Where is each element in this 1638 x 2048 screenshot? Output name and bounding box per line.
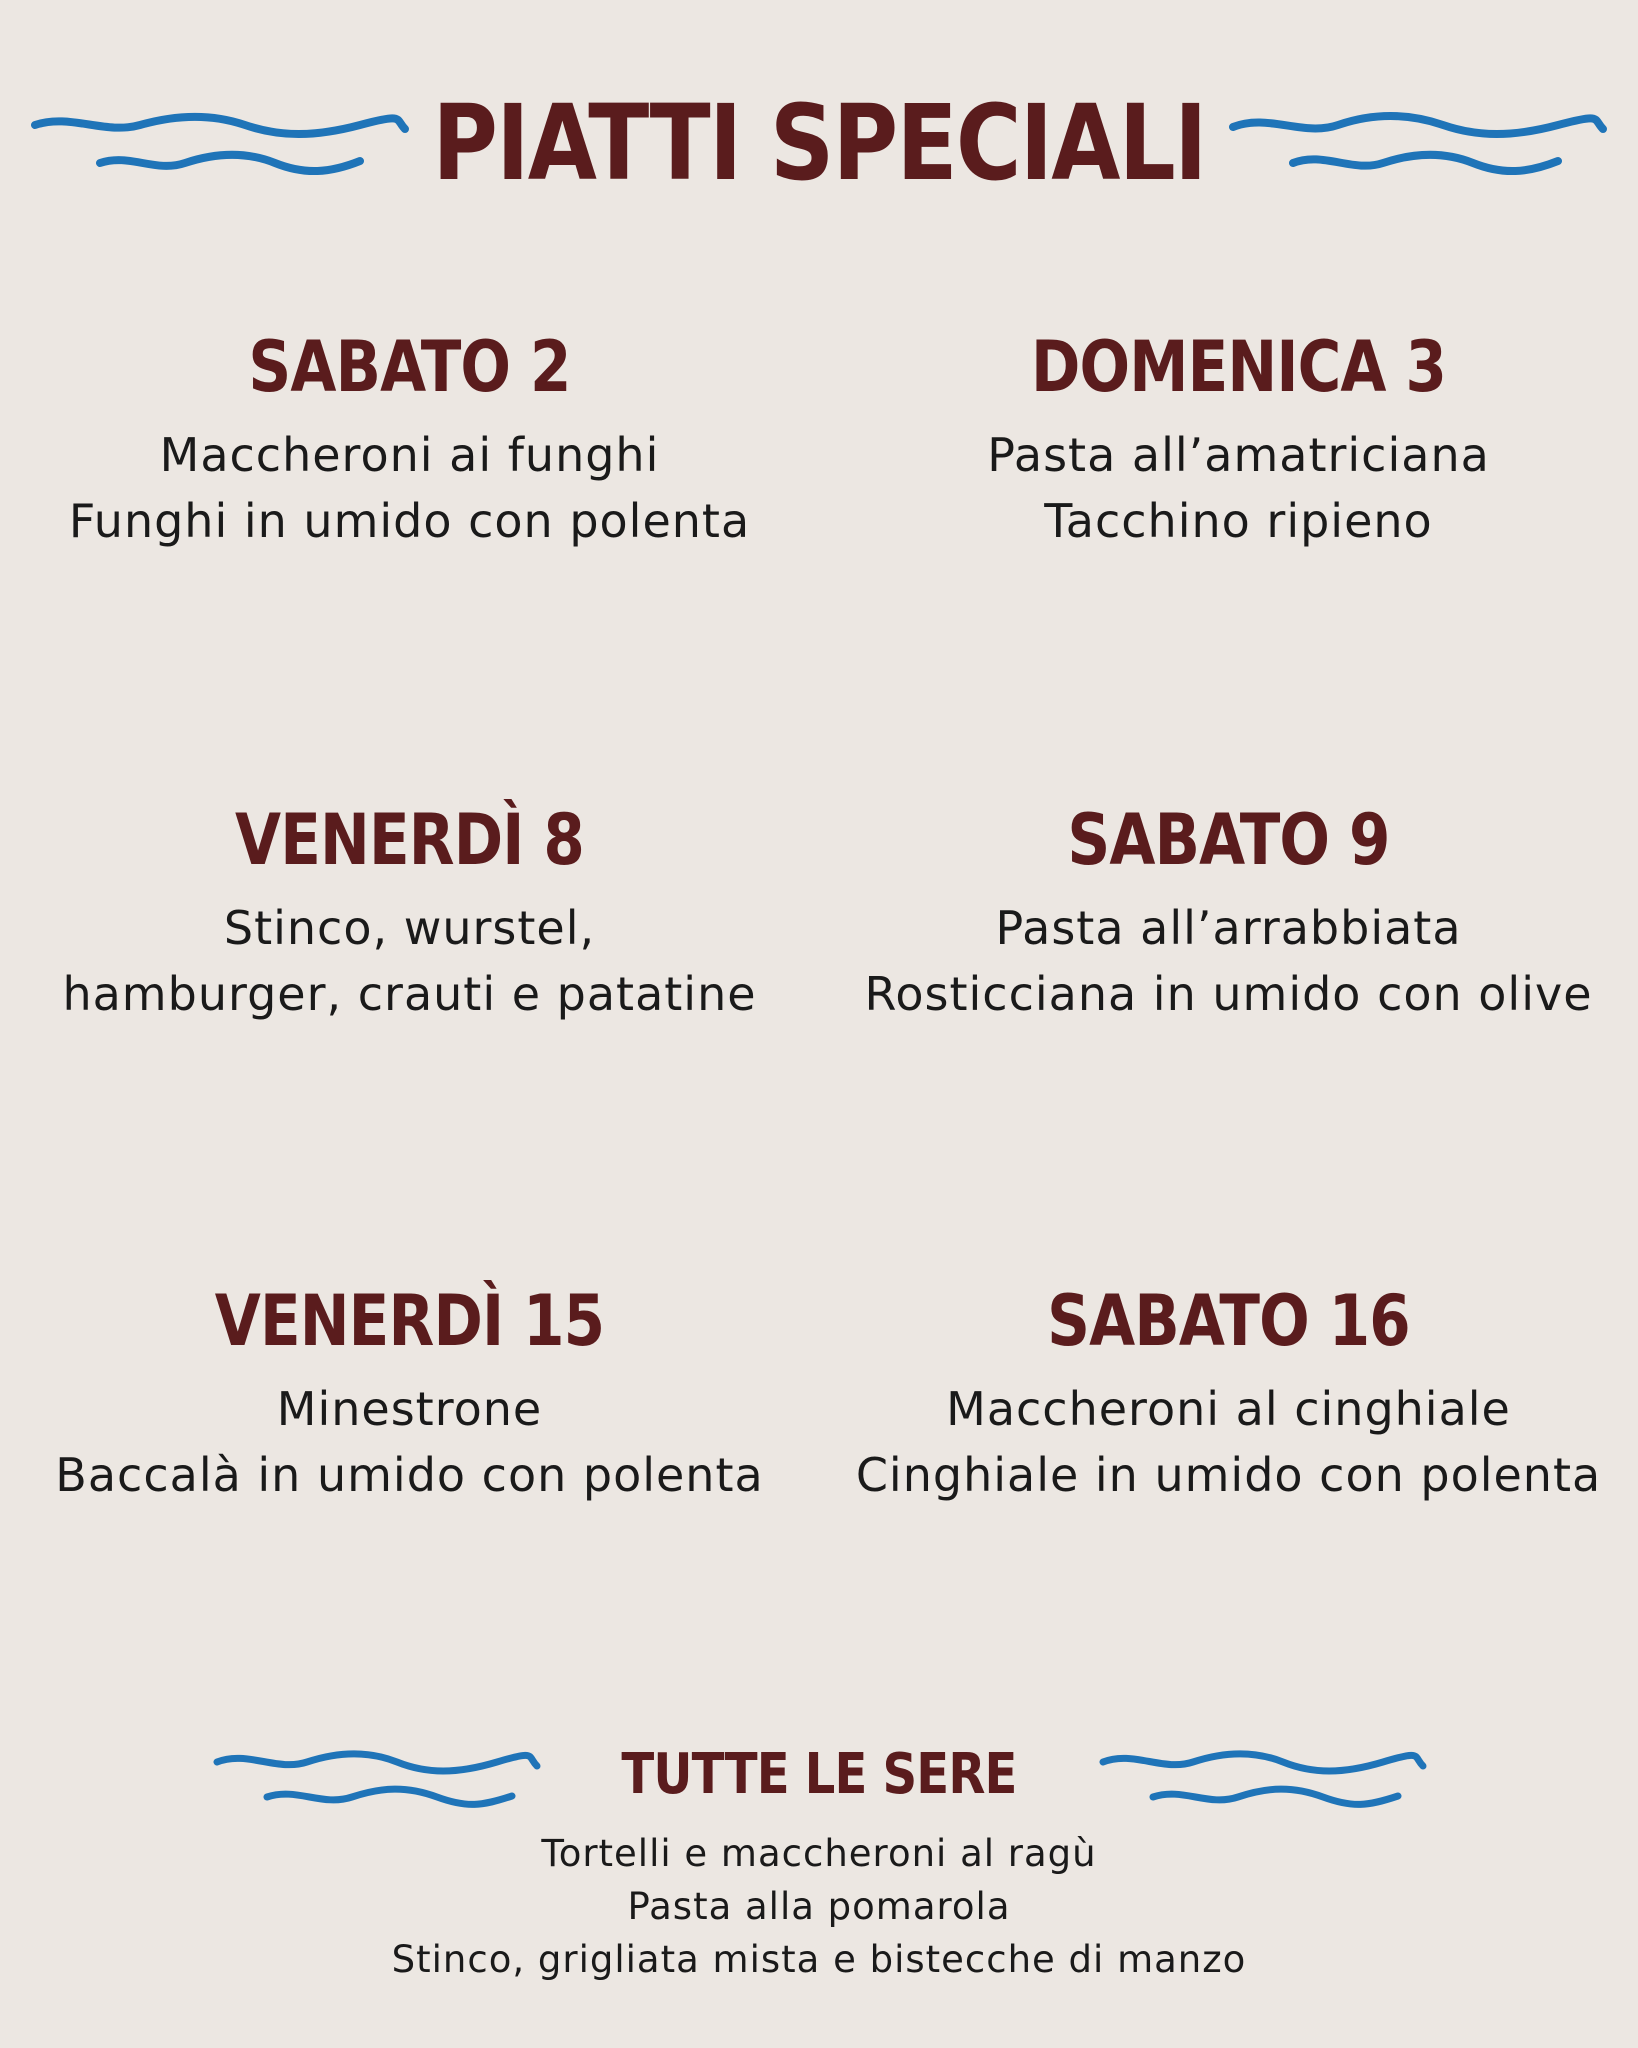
dish-item: Pasta alla pomarola bbox=[627, 1885, 1011, 1928]
dish-item: Cinghiale in umido con polenta bbox=[855, 1448, 1602, 1502]
day-title: VENERDÌ 15 bbox=[214, 1280, 605, 1362]
day-block bbox=[819, 795, 1638, 1027]
day-block bbox=[0, 1276, 819, 1508]
day-block bbox=[829, 322, 1638, 554]
day-title: VENERDÌ 8 bbox=[235, 799, 584, 881]
dish-item: Stinco, grigliata mista e bistecche di manzo bbox=[391, 1938, 1247, 1981]
page-title: PIATTI SPECIALI bbox=[432, 82, 1206, 204]
day-block bbox=[0, 795, 819, 1027]
dish-item: Funghi in umido con polenta bbox=[68, 494, 751, 548]
dish-item: hamburger, crauti e patatine bbox=[62, 967, 757, 1021]
dish-item: Rosticciana in umido con olive bbox=[864, 967, 1593, 1021]
day-block bbox=[0, 322, 819, 554]
dish-item: Pasta all’amatriciana bbox=[987, 428, 1490, 482]
dish-item: Baccalà in umido con polenta bbox=[55, 1448, 764, 1502]
dish-item: Stinco, wurstel, bbox=[223, 901, 596, 955]
day-title: SABATO 9 bbox=[1067, 799, 1390, 881]
dish-item: Minestrone bbox=[276, 1382, 543, 1436]
day-block bbox=[819, 1276, 1638, 1508]
dish-item: Maccheroni al cinghiale bbox=[946, 1382, 1511, 1436]
every-night-section bbox=[0, 1735, 1638, 1986]
dish-item: Pasta all’arrabbiata bbox=[995, 901, 1462, 955]
dish-item: Tacchino ripieno bbox=[1044, 494, 1433, 548]
every-night-title: TUTTE LE SERE bbox=[621, 1742, 1017, 1807]
day-title: SABATO 2 bbox=[248, 326, 571, 408]
dish-item: Tortelli e maccheroni al ragù bbox=[541, 1832, 1097, 1875]
day-title: SABATO 16 bbox=[1047, 1280, 1410, 1362]
day-title: DOMENICA 3 bbox=[1030, 326, 1447, 408]
dish-item: Maccheroni ai funghi bbox=[159, 428, 660, 482]
